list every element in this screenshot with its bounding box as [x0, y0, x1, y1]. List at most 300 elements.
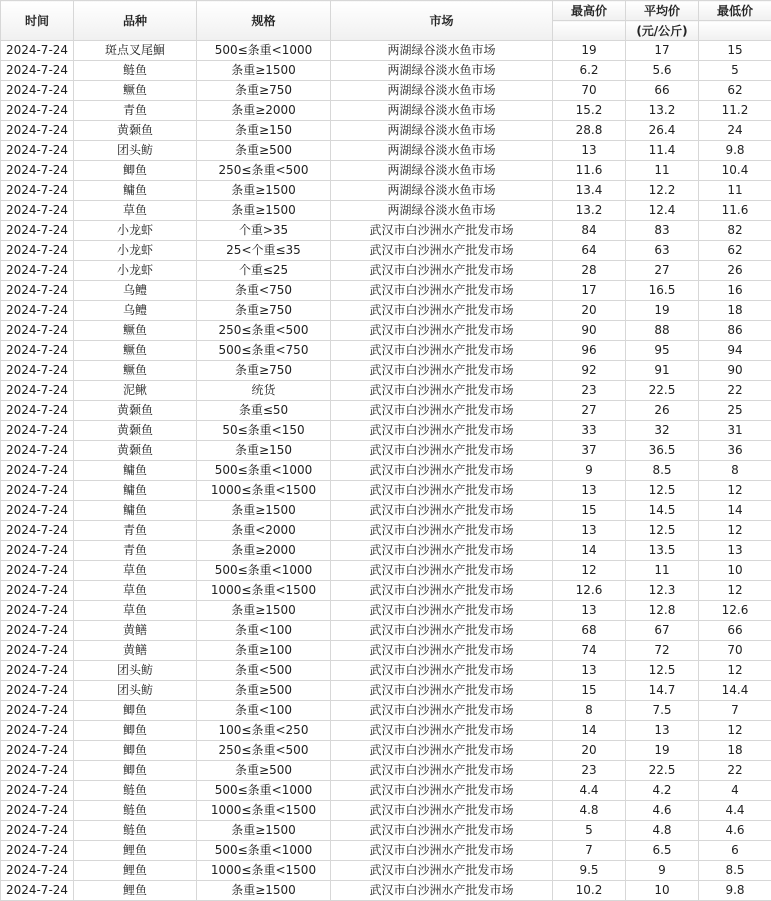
cell-date: 2024-7-24 — [1, 861, 74, 881]
cell-date: 2024-7-24 — [1, 161, 74, 181]
cell-market: 武汉市白沙洲水产批发市场 — [331, 661, 553, 681]
table-row — [1, 641, 771, 661]
table-row — [1, 501, 771, 521]
cell-max-price: 8 — [553, 701, 626, 721]
cell-spec: 条重<100 — [197, 621, 331, 641]
cell-max-price: 28.8 — [553, 121, 626, 141]
cell-avg-price: 83 — [626, 221, 699, 241]
cell-min-price: 25 — [699, 401, 771, 421]
cell-variety: 鲢鱼 — [74, 821, 197, 841]
cell-min-price: 9.8 — [699, 881, 771, 901]
cell-spec: 条重≥500 — [197, 681, 331, 701]
cell-max-price: 68 — [553, 621, 626, 641]
table-row — [1, 241, 771, 261]
cell-market: 两湖绿谷淡水鱼市场 — [331, 161, 553, 181]
cell-market: 武汉市白沙洲水产批发市场 — [331, 821, 553, 841]
cell-max-price: 14 — [553, 541, 626, 561]
cell-variety: 草鱼 — [74, 201, 197, 221]
table-row — [1, 861, 771, 881]
cell-market: 武汉市白沙洲水产批发市场 — [331, 881, 553, 901]
cell-spec: 25<个重≤35 — [197, 241, 331, 261]
cell-market: 武汉市白沙洲水产批发市场 — [331, 481, 553, 501]
cell-date: 2024-7-24 — [1, 481, 74, 501]
cell-max-price: 9.5 — [553, 861, 626, 881]
cell-max-price: 17 — [553, 281, 626, 301]
cell-variety: 鲤鱼 — [74, 861, 197, 881]
table-row — [1, 721, 771, 741]
cell-min-price: 24 — [699, 121, 771, 141]
table-row — [1, 181, 771, 201]
cell-spec: 500≤条重<1000 — [197, 841, 331, 861]
cell-avg-price: 5.6 — [626, 61, 699, 81]
cell-avg-price: 11 — [626, 161, 699, 181]
cell-avg-price: 4.2 — [626, 781, 699, 801]
cell-min-price: 9.8 — [699, 141, 771, 161]
table-row — [1, 301, 771, 321]
table-row — [1, 801, 771, 821]
cell-market: 两湖绿谷淡水鱼市场 — [331, 201, 553, 221]
cell-spec: 条重≥100 — [197, 641, 331, 661]
cell-max-price: 13.2 — [553, 201, 626, 221]
cell-max-price: 92 — [553, 361, 626, 381]
cell-min-price: 18 — [699, 741, 771, 761]
cell-spec: 条重≥1500 — [197, 61, 331, 81]
cell-market: 武汉市白沙洲水产批发市场 — [331, 361, 553, 381]
cell-date: 2024-7-24 — [1, 621, 74, 641]
table-row — [1, 561, 771, 581]
cell-variety: 小龙虾 — [74, 221, 197, 241]
cell-spec: 250≤条重<500 — [197, 741, 331, 761]
cell-spec: 条重≥500 — [197, 141, 331, 161]
cell-min-price: 10.4 — [699, 161, 771, 181]
table-row — [1, 621, 771, 641]
cell-spec: 1000≤条重<1500 — [197, 581, 331, 601]
cell-market: 武汉市白沙洲水产批发市场 — [331, 261, 553, 281]
cell-variety: 草鱼 — [74, 561, 197, 581]
table-row — [1, 341, 771, 361]
cell-market: 武汉市白沙洲水产批发市场 — [331, 341, 553, 361]
cell-market: 武汉市白沙洲水产批发市场 — [331, 801, 553, 821]
cell-market: 武汉市白沙洲水产批发市场 — [331, 321, 553, 341]
cell-avg-price: 11 — [626, 561, 699, 581]
cell-spec: 条重≥1500 — [197, 821, 331, 841]
cell-min-price: 6 — [699, 841, 771, 861]
cell-max-price: 13 — [553, 481, 626, 501]
cell-avg-price: 27 — [626, 261, 699, 281]
cell-date: 2024-7-24 — [1, 381, 74, 401]
table-row — [1, 381, 771, 401]
cell-variety: 草鱼 — [74, 581, 197, 601]
cell-market: 武汉市白沙洲水产批发市场 — [331, 761, 553, 781]
cell-avg-price: 14.5 — [626, 501, 699, 521]
cell-date: 2024-7-24 — [1, 581, 74, 601]
cell-avg-price: 17 — [626, 41, 699, 61]
cell-min-price: 4.4 — [699, 801, 771, 821]
table-row — [1, 221, 771, 241]
table-row — [1, 361, 771, 381]
header-avg-price: 平均价 — [626, 1, 699, 21]
cell-min-price: 22 — [699, 761, 771, 781]
cell-variety: 鲤鱼 — [74, 881, 197, 901]
cell-variety: 黄鳝 — [74, 641, 197, 661]
cell-min-price: 86 — [699, 321, 771, 341]
cell-max-price: 11.6 — [553, 161, 626, 181]
cell-spec: 个重≤25 — [197, 261, 331, 281]
table-row — [1, 701, 771, 721]
cell-min-price: 8 — [699, 461, 771, 481]
cell-date: 2024-7-24 — [1, 181, 74, 201]
table-row — [1, 761, 771, 781]
cell-min-price: 22 — [699, 381, 771, 401]
cell-spec: 统货 — [197, 381, 331, 401]
cell-market: 武汉市白沙洲水产批发市场 — [331, 541, 553, 561]
cell-max-price: 23 — [553, 381, 626, 401]
cell-avg-price: 12.4 — [626, 201, 699, 221]
cell-min-price: 11 — [699, 181, 771, 201]
cell-market: 武汉市白沙洲水产批发市场 — [331, 241, 553, 261]
cell-date: 2024-7-24 — [1, 781, 74, 801]
cell-avg-price: 91 — [626, 361, 699, 381]
cell-spec: 500≤条重<1000 — [197, 41, 331, 61]
cell-date: 2024-7-24 — [1, 421, 74, 441]
cell-spec: 条重≥1500 — [197, 201, 331, 221]
cell-market: 两湖绿谷淡水鱼市场 — [331, 101, 553, 121]
cell-max-price: 13 — [553, 521, 626, 541]
cell-spec: 条重≥1500 — [197, 501, 331, 521]
cell-spec: 条重≤50 — [197, 401, 331, 421]
cell-min-price: 13 — [699, 541, 771, 561]
cell-max-price: 9 — [553, 461, 626, 481]
cell-avg-price: 16.5 — [626, 281, 699, 301]
cell-spec: 条重≥750 — [197, 81, 331, 101]
cell-market: 武汉市白沙洲水产批发市场 — [331, 741, 553, 761]
cell-date: 2024-7-24 — [1, 341, 74, 361]
cell-spec: 个重>35 — [197, 221, 331, 241]
cell-min-price: 12 — [699, 521, 771, 541]
cell-market: 两湖绿谷淡水鱼市场 — [331, 121, 553, 141]
header-date: 时间 — [1, 1, 74, 41]
cell-spec: 条重≥1500 — [197, 881, 331, 901]
cell-min-price: 11.2 — [699, 101, 771, 121]
cell-date: 2024-7-24 — [1, 701, 74, 721]
cell-max-price: 19 — [553, 41, 626, 61]
cell-variety: 斑点叉尾鮰 — [74, 41, 197, 61]
cell-market: 两湖绿谷淡水鱼市场 — [331, 61, 553, 81]
cell-market: 武汉市白沙洲水产批发市场 — [331, 701, 553, 721]
cell-min-price: 12 — [699, 581, 771, 601]
table-row — [1, 681, 771, 701]
cell-max-price: 74 — [553, 641, 626, 661]
cell-date: 2024-7-24 — [1, 61, 74, 81]
cell-spec: 500≤条重<1000 — [197, 781, 331, 801]
cell-date: 2024-7-24 — [1, 541, 74, 561]
cell-max-price: 15 — [553, 681, 626, 701]
cell-variety: 团头鲂 — [74, 141, 197, 161]
cell-min-price: 11.6 — [699, 201, 771, 221]
cell-date: 2024-7-24 — [1, 721, 74, 741]
cell-avg-price: 26.4 — [626, 121, 699, 141]
cell-min-price: 26 — [699, 261, 771, 281]
cell-max-price: 4.8 — [553, 801, 626, 821]
cell-market: 武汉市白沙洲水产批发市场 — [331, 621, 553, 641]
cell-max-price: 14 — [553, 721, 626, 741]
cell-min-price: 94 — [699, 341, 771, 361]
table-row — [1, 101, 771, 121]
cell-avg-price: 95 — [626, 341, 699, 361]
cell-spec: 条重≥750 — [197, 361, 331, 381]
table-row — [1, 41, 771, 61]
cell-market: 两湖绿谷淡水鱼市场 — [331, 181, 553, 201]
cell-market: 武汉市白沙洲水产批发市场 — [331, 521, 553, 541]
cell-max-price: 10.2 — [553, 881, 626, 901]
cell-variety: 黄颡鱼 — [74, 401, 197, 421]
cell-date: 2024-7-24 — [1, 741, 74, 761]
cell-variety: 小龙虾 — [74, 261, 197, 281]
cell-min-price: 90 — [699, 361, 771, 381]
cell-spec: 条重<2000 — [197, 521, 331, 541]
cell-min-price: 62 — [699, 81, 771, 101]
cell-max-price: 64 — [553, 241, 626, 261]
cell-variety: 鳙鱼 — [74, 461, 197, 481]
cell-max-price: 7 — [553, 841, 626, 861]
cell-avg-price: 8.5 — [626, 461, 699, 481]
cell-date: 2024-7-24 — [1, 601, 74, 621]
cell-max-price: 12.6 — [553, 581, 626, 601]
cell-date: 2024-7-24 — [1, 321, 74, 341]
cell-variety: 鳙鱼 — [74, 481, 197, 501]
table-row — [1, 201, 771, 221]
cell-min-price: 15 — [699, 41, 771, 61]
header-market: 市场 — [331, 1, 553, 41]
cell-date: 2024-7-24 — [1, 101, 74, 121]
cell-variety: 鳙鱼 — [74, 501, 197, 521]
cell-spec: 条重<100 — [197, 701, 331, 721]
cell-min-price: 4.6 — [699, 821, 771, 841]
cell-spec: 条重<500 — [197, 661, 331, 681]
cell-avg-price: 7.5 — [626, 701, 699, 721]
cell-variety: 鲢鱼 — [74, 61, 197, 81]
table-row — [1, 81, 771, 101]
cell-min-price: 70 — [699, 641, 771, 661]
table-row — [1, 581, 771, 601]
cell-max-price: 13.4 — [553, 181, 626, 201]
cell-min-price: 82 — [699, 221, 771, 241]
cell-avg-price: 22.5 — [626, 381, 699, 401]
header-max-price: 最高价 — [553, 1, 626, 21]
cell-min-price: 16 — [699, 281, 771, 301]
cell-avg-price: 13 — [626, 721, 699, 741]
cell-min-price: 10 — [699, 561, 771, 581]
cell-date: 2024-7-24 — [1, 141, 74, 161]
cell-min-price: 12 — [699, 721, 771, 741]
cell-avg-price: 66 — [626, 81, 699, 101]
cell-date: 2024-7-24 — [1, 661, 74, 681]
cell-date: 2024-7-24 — [1, 841, 74, 861]
cell-date: 2024-7-24 — [1, 281, 74, 301]
cell-variety: 鲫鱼 — [74, 701, 197, 721]
cell-min-price: 14.4 — [699, 681, 771, 701]
cell-date: 2024-7-24 — [1, 401, 74, 421]
cell-variety: 团头鲂 — [74, 681, 197, 701]
cell-avg-price: 12.5 — [626, 521, 699, 541]
cell-date: 2024-7-24 — [1, 461, 74, 481]
cell-spec: 条重≥1500 — [197, 601, 331, 621]
cell-max-price: 70 — [553, 81, 626, 101]
table-body — [1, 41, 771, 901]
header-min-price: 最低价 — [699, 1, 771, 21]
cell-variety: 鲫鱼 — [74, 161, 197, 181]
cell-spec: 100≤条重<250 — [197, 721, 331, 741]
cell-min-price: 12 — [699, 481, 771, 501]
cell-variety: 青鱼 — [74, 541, 197, 561]
cell-market: 武汉市白沙洲水产批发市场 — [331, 581, 553, 601]
cell-min-price: 62 — [699, 241, 771, 261]
cell-max-price: 84 — [553, 221, 626, 241]
cell-max-price: 15 — [553, 501, 626, 521]
table-row — [1, 661, 771, 681]
cell-variety: 青鱼 — [74, 101, 197, 121]
cell-variety: 青鱼 — [74, 521, 197, 541]
cell-avg-price: 88 — [626, 321, 699, 341]
cell-variety: 乌鳢 — [74, 301, 197, 321]
cell-avg-price: 67 — [626, 621, 699, 641]
header-empty-cell — [553, 21, 626, 41]
cell-market: 两湖绿谷淡水鱼市场 — [331, 81, 553, 101]
cell-avg-price: 11.4 — [626, 141, 699, 161]
header-unit: (元/公斤) — [626, 21, 699, 41]
cell-max-price: 4.4 — [553, 781, 626, 801]
cell-max-price: 28 — [553, 261, 626, 281]
table-row — [1, 281, 771, 301]
cell-min-price: 14 — [699, 501, 771, 521]
cell-spec: 1000≤条重<1500 — [197, 801, 331, 821]
cell-market: 武汉市白沙洲水产批发市场 — [331, 281, 553, 301]
cell-max-price: 15.2 — [553, 101, 626, 121]
cell-market: 武汉市白沙洲水产批发市场 — [331, 601, 553, 621]
cell-min-price: 4 — [699, 781, 771, 801]
cell-min-price: 18 — [699, 301, 771, 321]
cell-market: 武汉市白沙洲水产批发市场 — [331, 781, 553, 801]
cell-market: 武汉市白沙洲水产批发市场 — [331, 441, 553, 461]
cell-variety: 黄颡鱼 — [74, 121, 197, 141]
table-row — [1, 841, 771, 861]
cell-avg-price: 32 — [626, 421, 699, 441]
table-row — [1, 121, 771, 141]
header-spec: 规格 — [197, 1, 331, 41]
cell-market: 两湖绿谷淡水鱼市场 — [331, 141, 553, 161]
table-row — [1, 401, 771, 421]
cell-variety: 鲢鱼 — [74, 801, 197, 821]
cell-max-price: 13 — [553, 141, 626, 161]
cell-variety: 鲫鱼 — [74, 761, 197, 781]
cell-variety: 小龙虾 — [74, 241, 197, 261]
cell-avg-price: 4.8 — [626, 821, 699, 841]
cell-avg-price: 13.2 — [626, 101, 699, 121]
cell-spec: 50≤条重<150 — [197, 421, 331, 441]
cell-market: 武汉市白沙洲水产批发市场 — [331, 461, 553, 481]
cell-date: 2024-7-24 — [1, 561, 74, 581]
cell-market: 武汉市白沙洲水产批发市场 — [331, 501, 553, 521]
cell-date: 2024-7-24 — [1, 221, 74, 241]
header-variety: 品种 — [74, 1, 197, 41]
cell-market: 武汉市白沙洲水产批发市场 — [331, 861, 553, 881]
cell-max-price: 23 — [553, 761, 626, 781]
table-row — [1, 141, 771, 161]
cell-min-price: 36 — [699, 441, 771, 461]
cell-spec: 500≤条重<1000 — [197, 461, 331, 481]
cell-market: 两湖绿谷淡水鱼市场 — [331, 41, 553, 61]
table-row — [1, 741, 771, 761]
table-row — [1, 541, 771, 561]
cell-date: 2024-7-24 — [1, 641, 74, 661]
cell-market: 武汉市白沙洲水产批发市场 — [331, 641, 553, 661]
cell-spec: 1000≤条重<1500 — [197, 861, 331, 881]
cell-date: 2024-7-24 — [1, 201, 74, 221]
cell-date: 2024-7-24 — [1, 801, 74, 821]
cell-date: 2024-7-24 — [1, 301, 74, 321]
cell-date: 2024-7-24 — [1, 821, 74, 841]
table-row — [1, 821, 771, 841]
table-row — [1, 161, 771, 181]
cell-variety: 黄鳝 — [74, 621, 197, 641]
cell-spec: 条重≥750 — [197, 301, 331, 321]
cell-date: 2024-7-24 — [1, 361, 74, 381]
cell-spec: 条重≥2000 — [197, 101, 331, 121]
table-header — [1, 1, 771, 41]
table-row — [1, 481, 771, 501]
cell-spec: 250≤条重<500 — [197, 161, 331, 181]
cell-avg-price: 12.2 — [626, 181, 699, 201]
cell-date: 2024-7-24 — [1, 261, 74, 281]
cell-market: 武汉市白沙洲水产批发市场 — [331, 401, 553, 421]
cell-max-price: 5 — [553, 821, 626, 841]
cell-avg-price: 72 — [626, 641, 699, 661]
cell-avg-price: 14.7 — [626, 681, 699, 701]
cell-variety: 草鱼 — [74, 601, 197, 621]
cell-max-price: 13 — [553, 601, 626, 621]
cell-date: 2024-7-24 — [1, 121, 74, 141]
cell-avg-price: 12.3 — [626, 581, 699, 601]
cell-max-price: 20 — [553, 741, 626, 761]
cell-spec: 500≤条重<1000 — [197, 561, 331, 581]
cell-spec: 条重<750 — [197, 281, 331, 301]
cell-market: 武汉市白沙洲水产批发市场 — [331, 221, 553, 241]
cell-spec: 250≤条重<500 — [197, 321, 331, 341]
cell-market: 武汉市白沙洲水产批发市场 — [331, 301, 553, 321]
cell-avg-price: 12.5 — [626, 481, 699, 501]
cell-variety: 黄颡鱼 — [74, 421, 197, 441]
cell-max-price: 33 — [553, 421, 626, 441]
table-row — [1, 781, 771, 801]
cell-variety: 鲫鱼 — [74, 741, 197, 761]
table-row — [1, 61, 771, 81]
cell-spec: 条重≥2000 — [197, 541, 331, 561]
cell-avg-price: 12.8 — [626, 601, 699, 621]
cell-min-price: 66 — [699, 621, 771, 641]
cell-variety: 鲤鱼 — [74, 841, 197, 861]
cell-max-price: 37 — [553, 441, 626, 461]
cell-avg-price: 9 — [626, 861, 699, 881]
table-row — [1, 421, 771, 441]
cell-min-price: 8.5 — [699, 861, 771, 881]
cell-min-price: 31 — [699, 421, 771, 441]
cell-market: 武汉市白沙洲水产批发市场 — [331, 841, 553, 861]
cell-date: 2024-7-24 — [1, 81, 74, 101]
cell-market: 武汉市白沙洲水产批发市场 — [331, 721, 553, 741]
cell-max-price: 13 — [553, 661, 626, 681]
cell-variety: 乌鳢 — [74, 281, 197, 301]
cell-date: 2024-7-24 — [1, 881, 74, 901]
